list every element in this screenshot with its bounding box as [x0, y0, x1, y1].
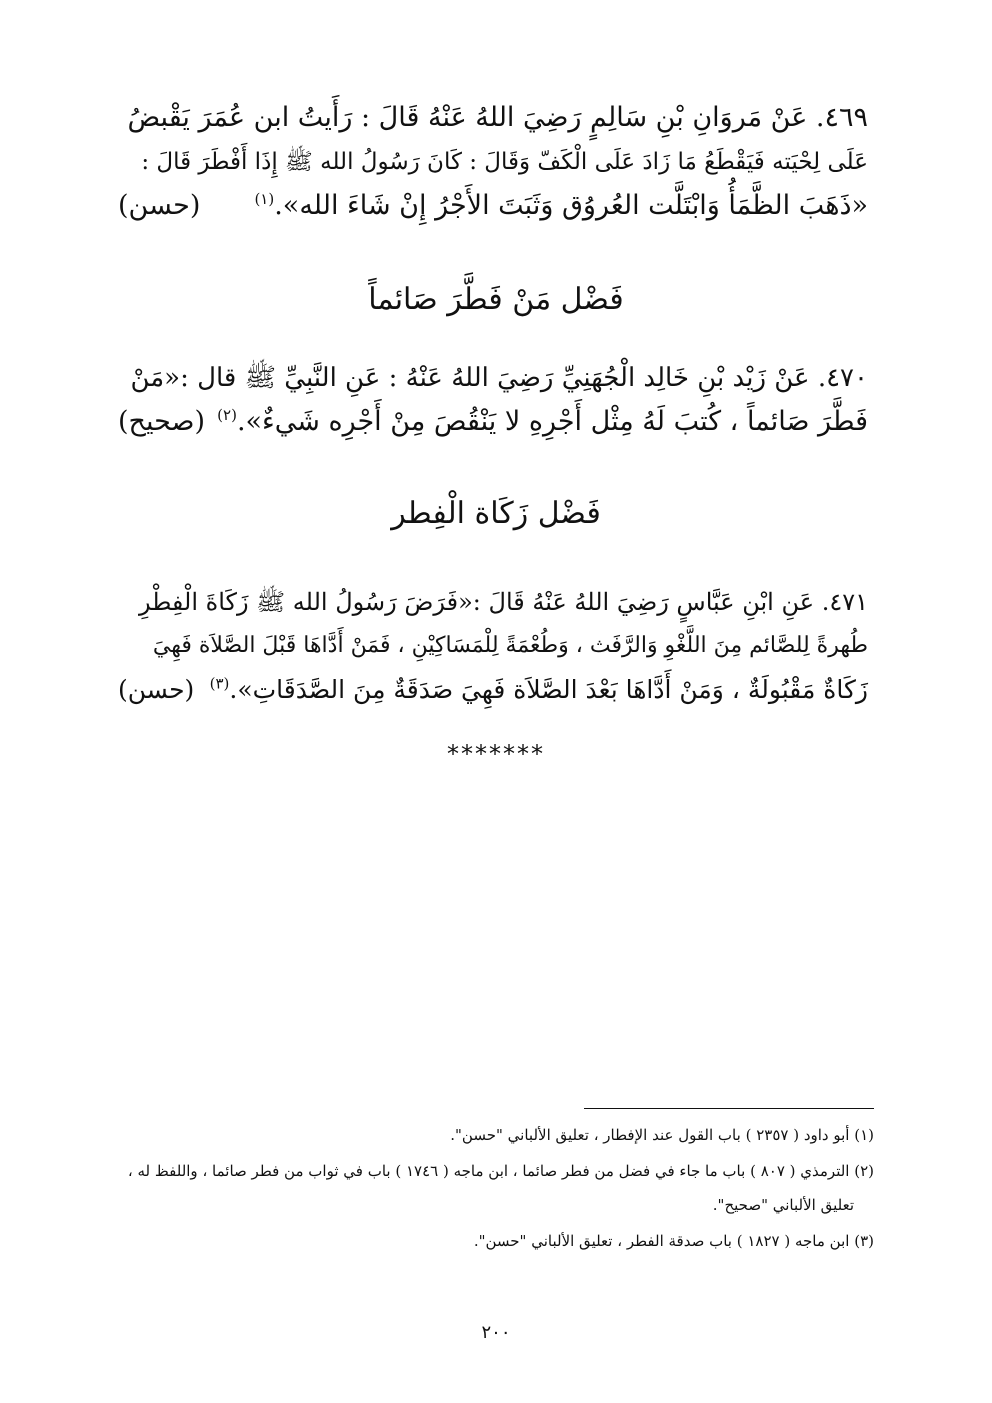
hadith-471: [118, 580, 868, 712]
section-heading: فَضْل زَكَاة الْفِطر: [391, 496, 601, 531]
hadith-grade: (صحيح): [118, 406, 205, 437]
hadith-text: فَطَّرَ صَائماً ، كُتبَ لَهُ مِثْل أَجْرِهِ لا يَنْقُصَ مِنْ أَجْرِه شَيءٌ».: [236, 406, 868, 437]
hadith-text: طُهرةً لِلصَّائم مِنَ اللَّغْوِ وَالرَّفَث ، وَطُعْمَةً لِلْمَسَاكِيْنِ ، فَمَنْ أَدَّاهَا قَبْلَ الصَّلاَة فَهِيَ: [152, 633, 868, 658]
hadith-grade: (حسن): [118, 675, 195, 704]
footnote-3: (٣) ابن ماجه ( ١٨٢٧ ) باب صدقة الفطر ، تعليق الألباني "حسن".: [473, 1232, 874, 1250]
footnote-ref[interactable]: (٢): [217, 406, 237, 424]
hadith-line: [118, 356, 868, 400]
hadith-469: [118, 96, 868, 228]
footnote-divider: [584, 1108, 874, 1109]
hadith-text: ٤٧٠. عَنْ زَيْد بْنِ خَالِد الْجُهَنِيِّ رَضِيَ اللهُ عَنْهُ : عَنِ النَّبِيِّ ﷺ قال :«مَنْ: [130, 363, 868, 393]
hadith-grade: (حسن): [118, 190, 201, 221]
footnote-1: (١) أبو داود ( ٢٣٥٧ ) باب القول عند الإفطار ، تعليق الألباني "حسن".: [450, 1126, 874, 1144]
hadith-line: [118, 400, 868, 444]
hadith-line: [118, 668, 868, 712]
footnote-2: (٢) الترمذي ( ٨٠٧ ) باب ما جاء في فضل من فطر صائما ، ابن ماجه ( ١٧٤٦ ) باب في ثواب من فطر صائما ، واللفظ له ،: [127, 1162, 874, 1180]
footnote-2-continued: تعليق الألباني "صحيح".: [712, 1196, 854, 1214]
hadith-text: ٤٧١. عَنِ ابْنِ عَبَّاسٍ رَضِيَ اللهُ عَنْهُ قَالَ :«فَرَضَ رَسُولُ الله ﷺ زَكَاةَ الْفِطْرِ: [138, 588, 868, 616]
page-number: ٢٠٠: [481, 1322, 511, 1343]
section-heading: فَضْل مَنْ فَطَّرَ صَائماً: [368, 282, 624, 317]
hadith-line: [118, 140, 868, 184]
hadith-text: عَلَى لِحْيَته فَيَقْطَعُ مَا زَادَ عَلَى الْكَفّ وَقَالَ : كَانَ رَسُولُ الله ﷺ إِذَا أَفْطَرَ قَالَ :: [141, 149, 868, 175]
hadith-line: [118, 96, 868, 140]
hadith-line: [118, 184, 868, 228]
footnote-ref[interactable]: (٣): [209, 674, 230, 693]
hadith-text-with-ref: [217, 400, 868, 444]
hadith-470: [118, 356, 868, 444]
hadith-line: [118, 580, 868, 624]
footnote-ref[interactable]: (١): [254, 190, 275, 208]
hadith-text: «ذَهَبَ الظَّمَأُ وَابْتَلَّت العُروُق وَثَبَتَ الأَجْرُ إِنْ شَاءَ الله».: [274, 190, 868, 221]
hadith-line: [118, 624, 868, 668]
hadith-text-with-ref: [210, 668, 868, 712]
section-separator: *******: [447, 740, 545, 768]
hadith-text-with-ref: [254, 184, 868, 228]
hadith-text: زَكَاةٌ مَقْبُولَةٌ ، وَمَنْ أَدَّاهَا بَعْدَ الصَّلاَة فَهِيَ صَدَقَةٌ مِنَ الصَّدَقَاتِ».: [229, 675, 868, 704]
hadith-text: ٤٦٩. عَنْ مَروَانِ بْنِ سَالِمٍ رَضِيَ اللهُ عَنْهُ قَالَ : رَأَيتُ ابن عُمَرَ يَقْبضُ: [127, 102, 868, 133]
